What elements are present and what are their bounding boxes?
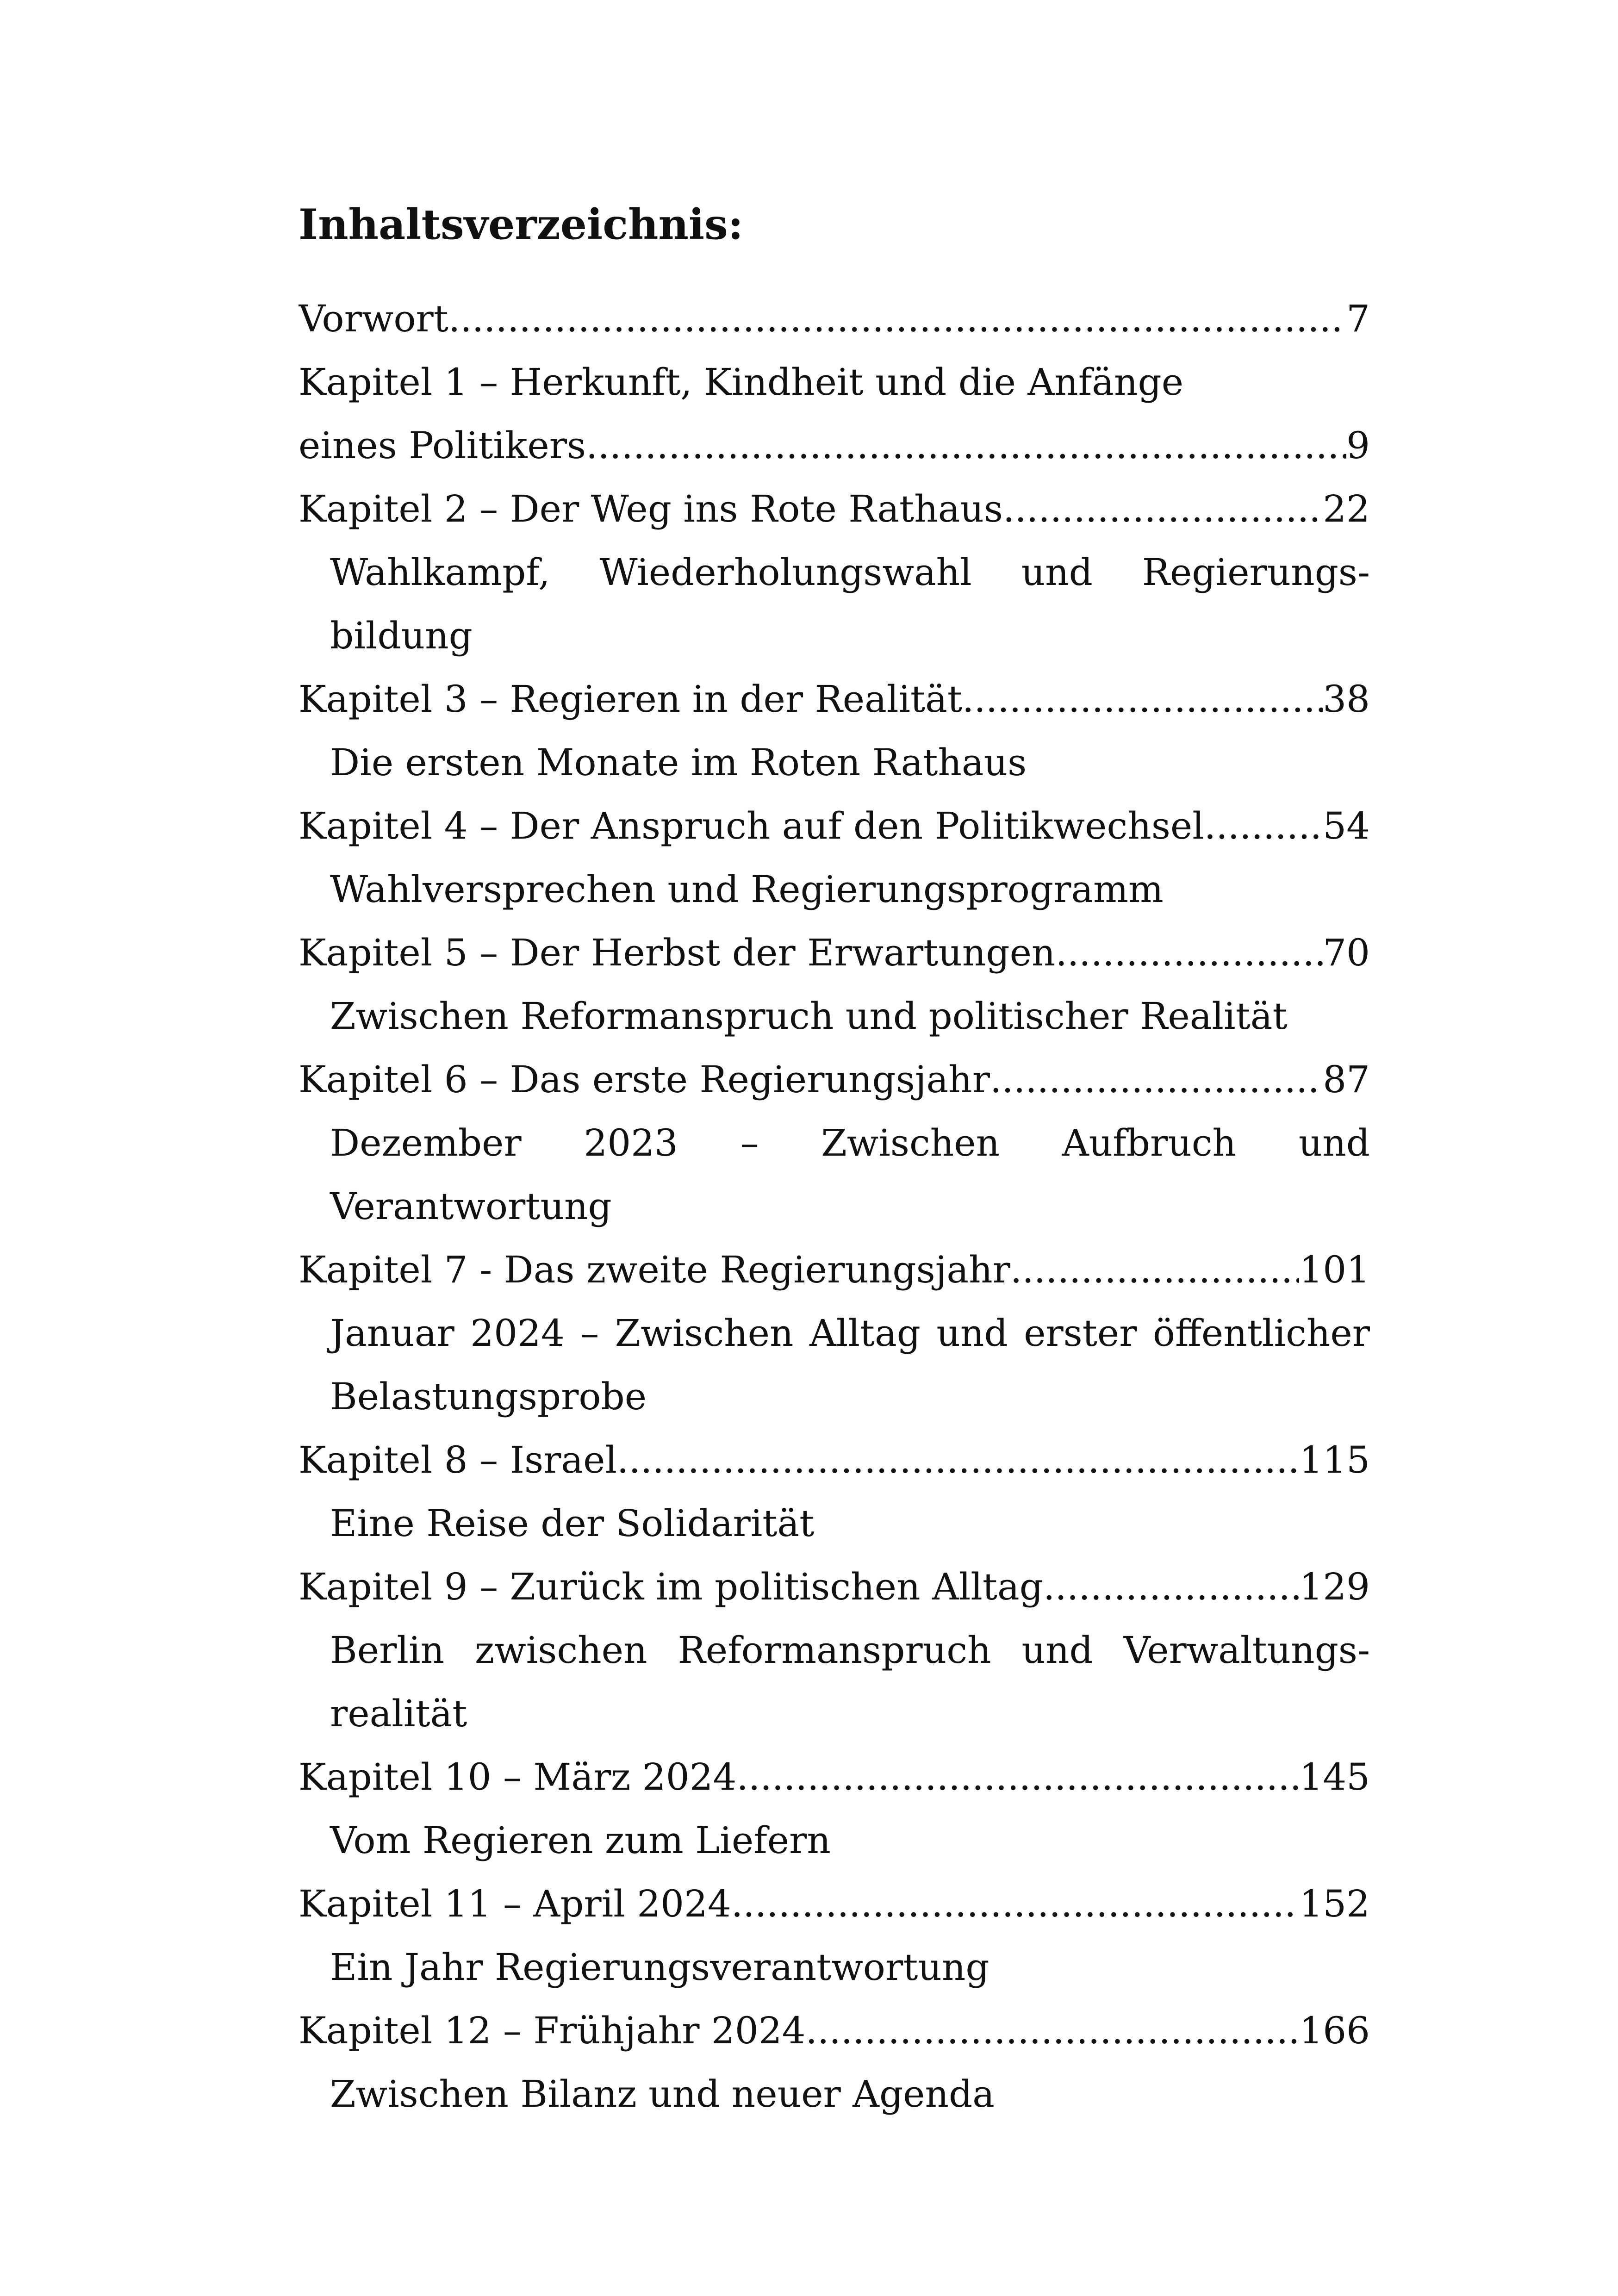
toc-entry-title: Kapitel 11 – April 2024 [299, 1882, 731, 1925]
toc-subtitle-line: Zwischen Bilanz und neuer Agenda [330, 2072, 995, 2116]
toc-entry [299, 477, 1370, 541]
dot-leader [1010, 1238, 1299, 1301]
toc-entry [299, 1048, 1370, 1111]
toc-entry-title: Vorwort [299, 297, 448, 340]
toc-entry-title: Kapitel 9 – Zurück im politischen Alltag [299, 1565, 1043, 1608]
toc-page-number: 7 [1346, 297, 1370, 340]
toc-entry-title: Kapitel 7 - Das zweite Regierungsjahr [299, 1248, 1010, 1291]
toc-entry-title: Kapitel 4 – Der Anspruch auf den Politikwechsel [299, 804, 1204, 847]
toc-heading: Inhaltsverzeichnis: [299, 200, 743, 249]
toc-subtitle-line: realität [330, 1692, 467, 1735]
toc-entry-title: Kapitel 6 – Das erste Regierungsjahr [299, 1058, 990, 1101]
dot-leader [1003, 477, 1323, 541]
dot-leader [617, 1428, 1299, 1492]
toc-entry [299, 794, 1370, 858]
dot-leader [448, 287, 1346, 350]
toc-entry-title: Kapitel 12 – Frühjahr 2024 [299, 2009, 806, 2052]
toc-list [299, 287, 1370, 2126]
toc-entry-title: Kapitel 8 – Israel [299, 1438, 617, 1481]
toc-subtitle-line: Zwischen Reformanspruch und politischer Realität [330, 995, 1288, 1038]
dot-leader [1055, 921, 1323, 984]
toc-subtitle-line: Berlin zwischen Reformanspruch und Verwaltungs- [330, 1629, 1370, 1672]
toc-entry [299, 1745, 1370, 1809]
toc-entry [299, 1238, 1370, 1301]
toc-page-number: 145 [1299, 1755, 1370, 1798]
toc-entry [299, 921, 1370, 984]
toc-entry [299, 287, 1370, 350]
toc-page-number: 54 [1323, 804, 1370, 847]
toc-entry-title-line: Kapitel 1 – Herkunft, Kindheit und die Anfänge [299, 361, 1184, 404]
document-page [299, 194, 1370, 2126]
toc-page-number: 22 [1323, 487, 1370, 530]
dot-leader [731, 1872, 1299, 1935]
toc-page-number: 129 [1299, 1565, 1370, 1608]
toc-subtitle-line: Belastungsprobe [330, 1375, 647, 1418]
toc-page-number: 101 [1299, 1248, 1370, 1291]
toc-subtitle-line: Wahlkampf, Wiederholungswahl und Regierungs- [330, 551, 1370, 594]
dot-leader [962, 667, 1323, 731]
toc-page-number: 70 [1323, 931, 1370, 974]
toc-page-number: 166 [1299, 2009, 1370, 2052]
toc-entry [299, 1428, 1370, 1492]
toc-subtitle-line: Eine Reise der Solidarität [330, 1502, 815, 1545]
toc-entry [299, 667, 1370, 731]
toc-entry [299, 1872, 1370, 1935]
toc-subtitle-line: Wahlversprechen und Regierungsprogramm [330, 868, 1164, 911]
toc-subtitle-line: Die ersten Monate im Roten Rathaus [330, 741, 1027, 784]
dot-leader [736, 1745, 1299, 1809]
toc-subtitle-line: Verantwortung [330, 1185, 612, 1228]
toc-page-number: 38 [1323, 678, 1370, 721]
toc-entry-title: eines Politikers [299, 424, 586, 467]
dot-leader [586, 414, 1346, 477]
toc-subtitle-line: Januar 2024 – Zwischen Alltag und erster öffentlicher [330, 1312, 1370, 1355]
dot-leader [990, 1048, 1323, 1111]
toc-entry-title: Kapitel 2 – Der Weg ins Rote Rathaus [299, 487, 1003, 530]
toc-entry [299, 414, 1370, 477]
toc-subtitle-line: Dezember 2023 – Zwischen Aufbruch und [330, 1121, 1370, 1164]
toc-page-number: 115 [1299, 1438, 1370, 1481]
toc-entry-title: Kapitel 3 – Regieren in der Realität [299, 678, 962, 721]
toc-subtitle-line: bildung [330, 614, 473, 657]
toc-entry-title: Kapitel 10 – März 2024 [299, 1755, 737, 1798]
toc-entry [299, 1999, 1370, 2062]
dot-leader [806, 1999, 1300, 2062]
dot-leader [1043, 1555, 1299, 1618]
toc-page-number: 9 [1346, 424, 1370, 467]
toc-page-number: 152 [1299, 1882, 1370, 1925]
toc-entry-title: Kapitel 5 – Der Herbst der Erwartungen [299, 931, 1056, 974]
toc-subtitle-line: Ein Jahr Regierungsverantwortung [330, 1946, 989, 1989]
toc-entry [299, 1555, 1370, 1618]
toc-subtitle-line: Vom Regieren zum Liefern [330, 1819, 831, 1862]
dot-leader [1204, 794, 1323, 858]
toc-page-number: 87 [1323, 1058, 1370, 1101]
